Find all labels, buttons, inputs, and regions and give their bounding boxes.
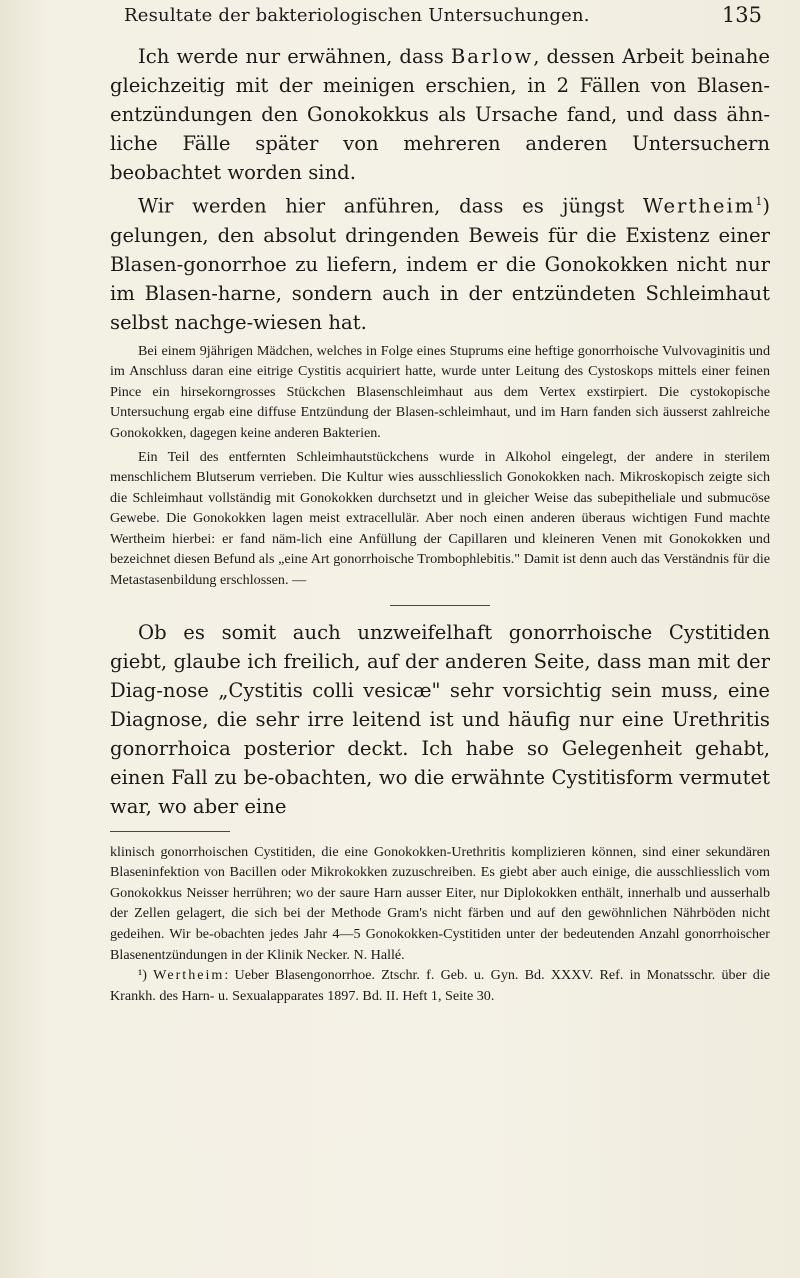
footnote-continuation: klinisch gonorrhoischen Cystitiden, die eine Gonokokken-Urethritis komplizieren können, sind einer sekundären Blaseninfektion von Bacillen oder Mikrokokken zuzuschreiben. Es giebt aber auch einige, die ausschliesslich vom Gonokokkus Neisser herrühren; wo der saure Harn ausser Eiter, nur Diplokokken enthält, innerhalb und ausserhalb der Zellen gelagert, die sich bei der Methode Gram's nicht färben und auf den gewöhnlichen Nährböden nicht gedeihen. Wir be-obachten jedes Jahr 4—5 Gonokokken-Cystitiden unter der bedeutenden Anzahl gonorrhoischer Blasenentzündungen in der Klinik Necker. N. Hallé.: [110, 843, 770, 963]
footnote-reference: 1: [755, 195, 763, 208]
paragraph-text: Ich werde nur erwähnen, dass: [138, 45, 451, 68]
page-header: [88, 5, 778, 35]
paragraph-wertheim: [110, 187, 770, 337]
page-body: [110, 42, 770, 1006]
running-head: Resultate der bakteriologischen Untersuchungen.: [124, 5, 590, 26]
section-divider: [390, 605, 490, 606]
small-paragraph-findings: Ein Teil des entfernten Schleimhautstückchens wurde in Alkohol eingelegt, der andere in sterilem menschlichem Blutserum verrieben. Die Kultur wies ausschliesslich Gonokokken nach. Mikroskopisch zeigte sich die Schleimhaut vollständig mit Gonokokken durchsetzt und in gleicher Weise das subepitheliale und submucöse Gewebe. Die Gonokokken lagen meist extracellulär. Aber noch einen anderen überaus wichtigen Fund machte Wertheim hierbei: er fand näm-lich eine Anfüllung der Capillaren und kleineren Venen mit Gonokokken und bezeichnet diesen Befund als „eine Art gonorrhoische Trombophlebitis." Damit ist denn auch das Verständnis für die Metastasenbildung erschlossen. —: [110, 448, 770, 589]
page-number: 135: [721, 3, 762, 27]
author-name: Wertheim: [153, 967, 225, 984]
paragraph-barlow: [110, 42, 770, 187]
small-paragraph-case: Bei einem 9jährigen Mädchen, welches in Folge eines Stuprums eine heftige gonorrhoische Vulvovaginitis und im Anschluss daran eine eitrige Cystitis acquiriert hatte, wurde unter Leitung des Cystoskops mittels einer feinen Pince ein hirsekorngrosses Stückchen Blasenschleimhaut aus dem Vertex exstirpiert. Die cystokopische Untersuchung ergab eine diffuse Entzündung der Blasen-schleimhaut, und im Harn fanden sich äusserst zahlreiche Gonokokken, dagegen keine anderen Bakterien.: [110, 342, 770, 441]
footnote-marker: ¹): [138, 967, 147, 984]
author-name: Wertheim: [642, 194, 756, 218]
paragraph-text: , dessen Arbeit beinahe gleichzeitig mit der meinigen erschien, in 2 Fällen von Blasen-entzündungen den Gonokokkus als Ursache fand, und dass ähn-liche Fälle später von mehreren anderen Untersuchern beobachtet worden sind.: [110, 45, 770, 184]
paragraph-cystitis: Ob es somit auch unzweifelhaft gonorrhoische Cystitiden giebt, glaube ich freilich, auf der anderen Seite, dass man mit der Diag-nose „Cystitis colli vesicæ" sehr vorsichtig sein muss, eine Diagnose, die sehr irre leitend ist und häufig nur eine Urethritis gonorrhoica posterior deckt. Ich habe so Gelegenheit gehabt, einen Fall zu be-obachten, wo die erwähnte Cystitisform vermutet war, wo aber eine: [110, 620, 770, 818]
author-name: Barlow: [450, 45, 534, 68]
footnote-1: [110, 965, 770, 1006]
footnote-text: : Ueber Blasengonorrhoe. Ztschr. f. Geb. u. Gyn. Bd. XXXV. Ref. in Monatsschr. über die Krankh. des Harn- u. Sexualapparates 1897. Bd. II. Heft 1, Seite 30.: [110, 967, 770, 1004]
footnote-divider: [110, 831, 230, 832]
paragraph-text: ) gelungen, den absolut dringenden Beweis für die Existenz einer Blasen-gonorrhoe zu liefern, indem er die Gonokokken nicht nur im Blasen-harne, sondern auch in der entzündeten Schleimhaut selbst nachge-wiesen hat.: [110, 194, 770, 334]
paragraph-text: Wir werden hier anführen, dass es jüngst: [138, 194, 643, 218]
